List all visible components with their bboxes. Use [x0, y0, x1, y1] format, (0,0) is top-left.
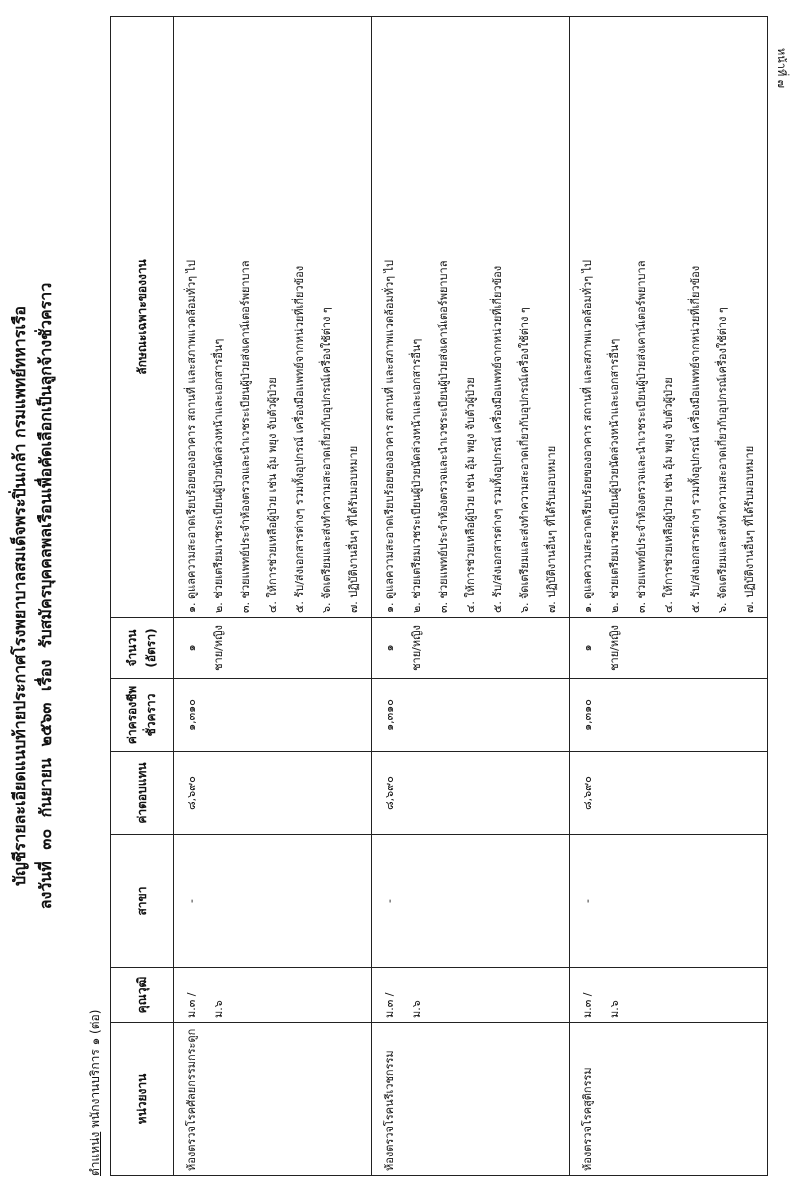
- duty-item: ๒. ช่วยเตรียมเวชระเบียนผู้ป่วยนัดล่วงหน้าและเอกสารอื่นๆ: [212, 338, 225, 613]
- table-row: [372, 17, 570, 1176]
- cell-duties: [174, 17, 372, 618]
- cell-count: [174, 618, 372, 679]
- col-header-count: จำนวน (อัตรา): [111, 618, 174, 679]
- cell-unit: ห้องตรวจโรคนรีเวชกรรม: [372, 1023, 570, 1176]
- title-line-2: ลงวันที่ ๓๐ กันยายน ๒๕๖๓ เรื่อง รับสมัครบุคคลพลเรือนเพื่อคัดเลือกเป็นลูกจ้างชั่วคราว: [36, 282, 55, 910]
- duty-item: ๗. ปฏิบัติงานอื่นๆ ที่ได้รับมอบหมาย: [545, 445, 558, 613]
- cell-branch: -: [372, 835, 570, 968]
- duty-item: ๔. ให้การช่วยเหลือผู้ป่วย เช่น อุ้ม พยุง จับตัวผู้ป่วย: [662, 377, 675, 613]
- gender-value: ชาย/หญิง: [410, 625, 423, 671]
- duty-item: ๖. จัดเตรียมและส่งทำความสะอาดเกี่ยวกับอุปกรณ์เครื่องใช้ต่าง ๆ: [320, 307, 333, 613]
- cell-branch: -: [174, 835, 372, 968]
- col-header-qualification: คุณวุฒิ: [111, 968, 174, 1023]
- table-row: [570, 17, 768, 1176]
- cell-duties: [372, 17, 570, 618]
- cell-compensation: ๘,๖๙๐: [570, 752, 768, 835]
- duty-item: ๔. ให้การช่วยเหลือผู้ป่วย เช่น อุ้ม พยุง จับตัวผู้ป่วย: [266, 377, 279, 613]
- position-value: พนักงานบริการ ๑ (ต่อ): [88, 1009, 102, 1128]
- count-value: ๑: [185, 644, 198, 652]
- rotated-document: [0, 6, 780, 1186]
- cell-qualification: ม.๓ / ม.๖: [570, 968, 768, 1023]
- duty-item: ๓. ช่วยแพทย์ประจำห้องตรวจและนำเวชระเบียนผู้ป่วยส่งเคาน์เตอร์พยาบาล: [635, 260, 648, 613]
- col-header-duties: ลักษณะเฉพาะของงาน: [111, 17, 174, 618]
- page-number: หน้าที่ ๗: [775, 48, 788, 88]
- duty-item: ๕. รับ/ส่งเอกสารต่างๆ รวมทั้งอุปกรณ์ เครื่องมือแพทย์จากหน่วยที่เกี่ยวข้อง: [491, 265, 504, 613]
- duty-item: ๔. ให้การช่วยเหลือผู้ป่วย เช่น อุ้ม พยุง จับตัวผู้ป่วย: [464, 377, 477, 613]
- duty-item: ๗. ปฏิบัติงานอื่นๆ ที่ได้รับมอบหมาย: [743, 445, 756, 613]
- cell-qualification: ม.๓ / ม.๖: [372, 968, 570, 1023]
- duty-item: ๒. ช่วยเตรียมเวชระเบียนผู้ป่วยนัดล่วงหน้าและเอกสารอื่นๆ: [608, 338, 621, 613]
- col-header-branch: สาขา: [111, 835, 174, 968]
- duty-item: ๖. จัดเตรียมและส่งทำความสะอาดเกี่ยวกับอุปกรณ์เครื่องใช้ต่าง ๆ: [716, 307, 729, 613]
- cell-unit: ห้องตรวจโรคสูติกรรม: [570, 1023, 768, 1176]
- col-header-unit: หน่วยงาน: [111, 1023, 174, 1176]
- title-line-1: บัญชีรายละเอียดแนบท้ายประกาศโรงพยาบาลสมเด็จพระปิ่นเกล้า กรมแพทย์ทหารเรือ: [10, 305, 29, 887]
- gender-value: ชาย/หญิง: [608, 625, 621, 671]
- duty-item: ๒. ช่วยเตรียมเวชระเบียนผู้ป่วยนัดล่วงหน้าและเอกสารอื่นๆ: [410, 338, 423, 613]
- duty-item: ๖. จัดเตรียมและส่งทำความสะอาดเกี่ยวกับอุปกรณ์เครื่องใช้ต่าง ๆ: [518, 307, 531, 613]
- cell-cost-of-living: ๑,๓๑๐: [570, 679, 768, 752]
- col-header-compensation: ค่าตอบแทน: [111, 752, 174, 835]
- cell-compensation: ๘,๖๙๐: [372, 752, 570, 835]
- count-value: ๑: [383, 644, 396, 652]
- duty-item: ๗. ปฏิบัติงานอื่นๆ ที่ได้รับมอบหมาย: [347, 445, 360, 613]
- table-row: [174, 17, 372, 1176]
- position-line: [86, 1010, 105, 1176]
- duty-item: ๑. ดูแลความสะอาดเรียบร้อยของอาคาร สถานที่ และสภาพแวดล้อมทั่วๆ ไป: [383, 259, 396, 613]
- cell-duties: [570, 17, 768, 618]
- cell-compensation: ๘,๖๙๐: [174, 752, 372, 835]
- duty-item: ๓. ช่วยแพทย์ประจำห้องตรวจและนำเวชระเบียนผู้ป่วยส่งเคาน์เตอร์พยาบาล: [239, 260, 252, 613]
- cell-count: [570, 618, 768, 679]
- count-value: ๑: [581, 644, 594, 652]
- job-table: [110, 16, 768, 1176]
- cell-cost-of-living: ๑,๓๑๐: [372, 679, 570, 752]
- cell-cost-of-living: ๑,๓๑๐: [174, 679, 372, 752]
- cell-qualification: ม.๓ / ม.๖: [174, 968, 372, 1023]
- duty-item: ๕. รับ/ส่งเอกสารต่างๆ รวมทั้งอุปกรณ์ เครื่องมือแพทย์จากหน่วยที่เกี่ยวข้อง: [293, 265, 306, 613]
- table-header-row: [111, 17, 174, 1176]
- cell-count: [372, 618, 570, 679]
- cell-unit: ห้องตรวจโรคศัลยกรรมกระดูก: [174, 1023, 372, 1176]
- position-label: ตำแหน่ง: [88, 1131, 102, 1176]
- duty-item: ๓. ช่วยแพทย์ประจำห้องตรวจและนำเวชระเบียนผู้ป่วยส่งเคาน์เตอร์พยาบาล: [437, 260, 450, 613]
- duty-item: ๑. ดูแลความสะอาดเรียบร้อยของอาคาร สถานที่ และสภาพแวดล้อมทั่วๆ ไป: [581, 259, 594, 613]
- cell-branch: -: [570, 835, 768, 968]
- duty-item: ๑. ดูแลความสะอาดเรียบร้อยของอาคาร สถานที่ และสภาพแวดล้อมทั่วๆ ไป: [185, 259, 198, 613]
- document-header: [0, 6, 110, 1186]
- gender-value: ชาย/หญิง: [212, 625, 225, 671]
- col-header-cost-of-living: ค่าครองชีพชั่วคราว: [111, 679, 174, 752]
- duty-item: ๕. รับ/ส่งเอกสารต่างๆ รวมทั้งอุปกรณ์ เครื่องมือแพทย์จากหน่วยที่เกี่ยวข้อง: [689, 265, 702, 613]
